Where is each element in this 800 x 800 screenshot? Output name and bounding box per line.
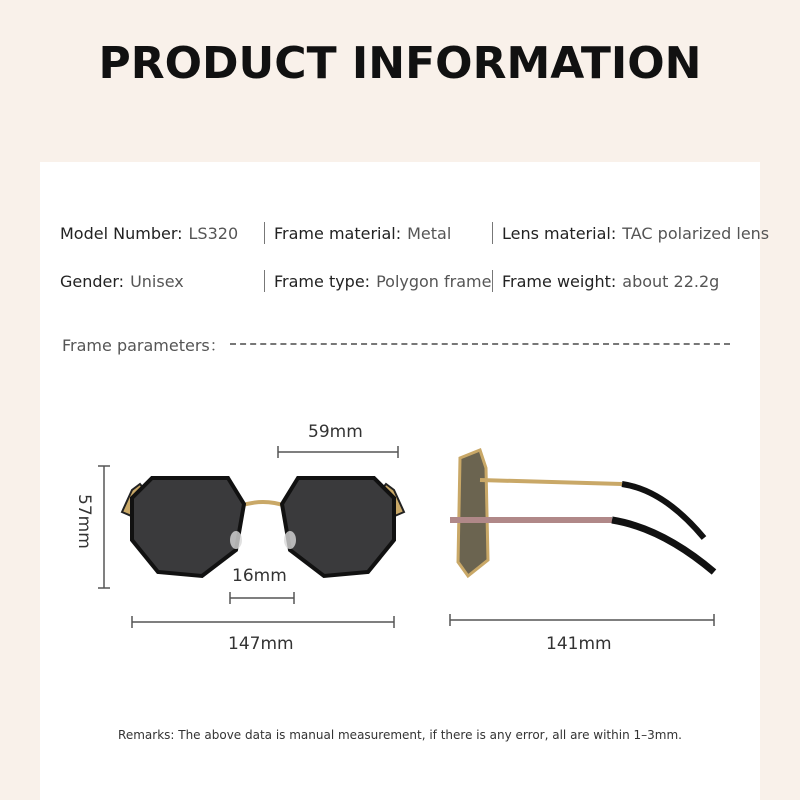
- remarks-text: Remarks: The above data is manual measurement, if there is any error, all are within 1–3mm.: [118, 728, 682, 742]
- bridge-width-label: 16mm: [232, 566, 287, 586]
- spec-lens-material-label: Lens material:: [502, 224, 617, 243]
- glasses-front-view: [122, 478, 404, 576]
- frame-parameters-label: Frame parameters：: [62, 336, 226, 355]
- spec-frame-type-value: Polygon frame: [376, 272, 492, 291]
- spec-model-label: Model Number:: [60, 224, 183, 243]
- spec-frame-material-value: Metal: [407, 224, 452, 243]
- lens-width-label: 59mm: [308, 422, 363, 442]
- spec-gender-value: Unisex: [130, 272, 184, 291]
- spec-frame-weight-label: Frame weight:: [502, 272, 617, 291]
- spec-model-value: LS320: [188, 224, 239, 243]
- spec-gender-label: Gender:: [60, 272, 125, 291]
- glasses-illustrations: [40, 162, 760, 800]
- product-info-card: [40, 162, 770, 800]
- lens-height-label: 57mm: [74, 494, 94, 549]
- spec-frame-type-label: Frame type:: [274, 272, 371, 291]
- temple-length-label: 141mm: [546, 634, 612, 654]
- spec-lens-material-value: TAC polarized lens: [622, 224, 770, 243]
- spec-frame-weight-value: about 22.2g: [622, 272, 720, 291]
- glasses-side-view: [450, 450, 714, 576]
- spec-frame-material-label: Frame material:: [274, 224, 402, 243]
- page-title: PRODUCT INFORMATION: [98, 38, 702, 89]
- frame-width-label: 147mm: [228, 634, 294, 654]
